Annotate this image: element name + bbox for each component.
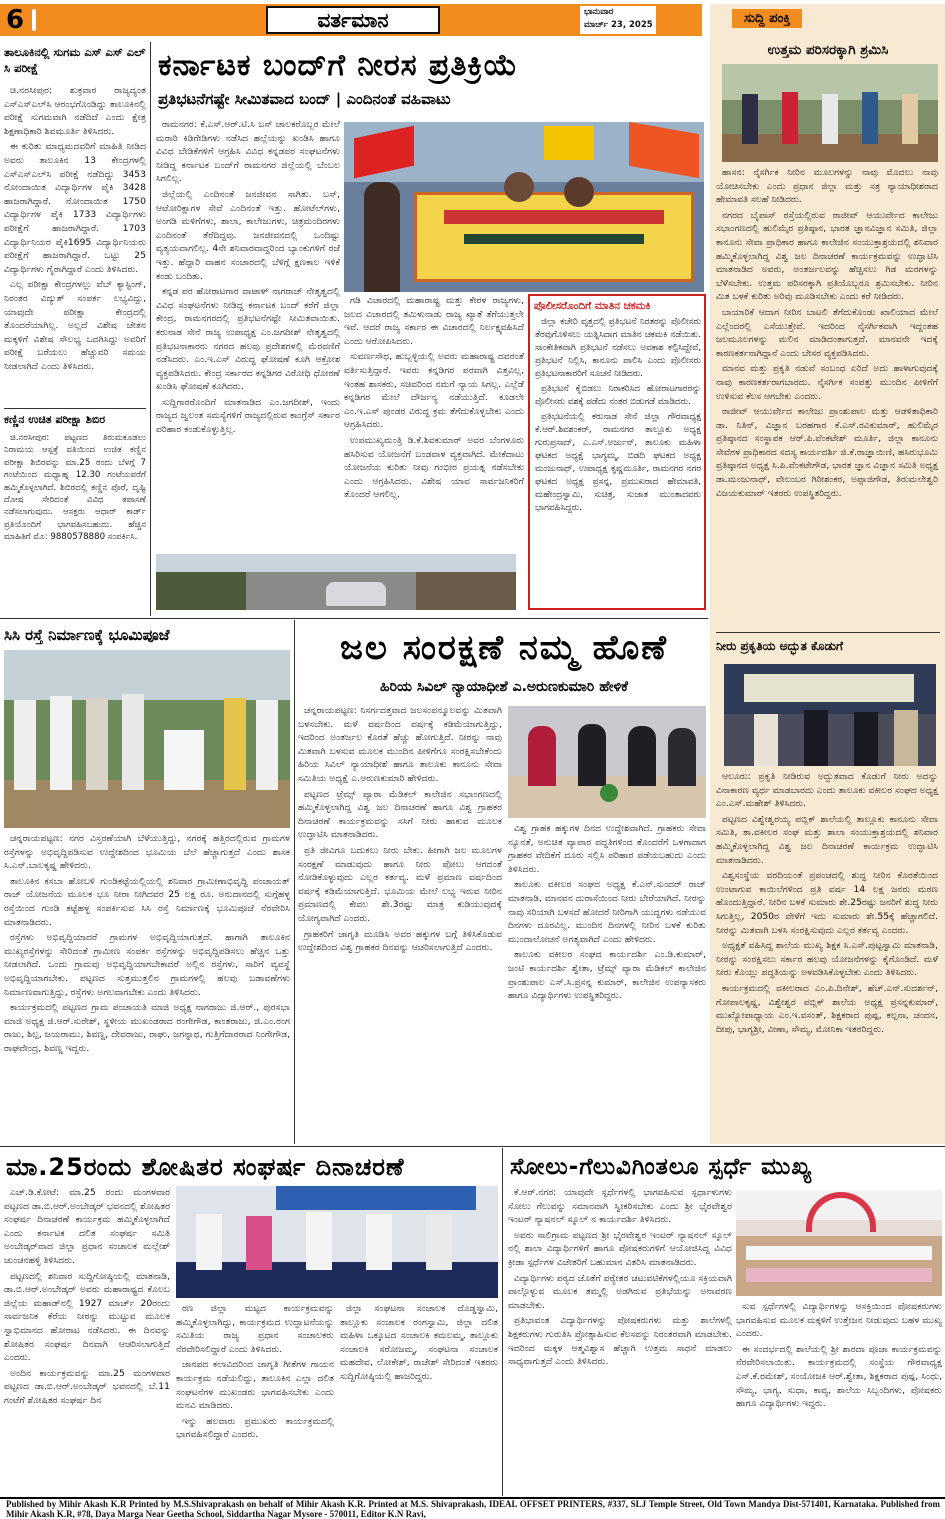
ma25-col1	[4, 1186, 170, 1494]
ma25-col2	[176, 1302, 334, 1494]
column-rule	[294, 620, 295, 1144]
ma25-para: ಜಿಲ್ಲಾ ಸಂಘಟನಾ ಸಂಚಾಲಕ ದೊಡ್ಡಸ್ವಾಮಿ, ತಾಲ್ಲೂಕು ಸಂಚಾಲಕ ರಂಗಸ್ವಾಮಿ, ಜಿಲ್ಲಾ ದಲಿತ ಮಹಿಳಾ ಒಕ್ಕೂಟದ ಸಂಚಾಲಕಿ ಕಮಲಮ್ಮ, ತಾಲ್ಲೂಕು ಸಂಚಾಲಕಿ ಸರೋಜಮ್ಮ, ಸಂಘಟನಾ ಸಂಚಾಲಕ ಮಹದೇವ, ಲೋಕೇಶ್, ರಾಜೇಶ್ ಸೇರಿದಂತೆ ಇತರರು ಸುದ್ದಿಗೋಷ್ಠಿಯಲ್ಲಿ ಹಾಜರಿದ್ದರು.	[340, 1303, 498, 1382]
solu-para: ವಿದ್ಯಾರ್ಥಿಗಳು ಪಠ್ಯದ ಜೊತೆಗೆ ಪಠ್ಯೇತರ ಚಟುವಟಿಕೆಗಳಲ್ಲಿಯೂ ಸಕ್ರಿಯವಾಗಿ ಪಾಲ್ಗೊಳ್ಳುವ ಮೂಲಕ ತಮ್ಮಲ್ಲಿ ಅಡಗಿರುವ ಪ್ರತಿಭೆಯನ್ನು ಅನಾವರಣ ಮಾಡಬೇಕು.	[508, 1272, 732, 1311]
taluk-body	[4, 84, 146, 404]
ma25-para: ರಣ ಜಿಲ್ಲಾ ಮಟ್ಟದ ಕಾರ್ಯಕ್ರಮವನ್ನು ಹಮ್ಮಿಕೊಳ್ಳಲಾಗಿದ್ದು, ಕಾರ್ಯಕ್ರಮದ ಉದ್ಘಾಟನೆಯನ್ನು ಸಮಿತಿಯ ರಾಜ್ಯ ಪ್ರಧಾನ ಸಂಚಾಲಕರು ನೆರವೇರಿಸಲಿದ್ದಾರೆ ಎಂದು ತಿಳಿಸಿದರು.	[176, 1303, 334, 1355]
jala-para: ಪಟ್ಟಣದ ಟ್ರೆಮ್ಸ್ ಪ್ಯಾರಾ ಮೆಡಿಕಲ್ ಕಾಲೇಜಿನ ಸಭಾಂಗಣದಲ್ಲಿ ಹಮ್ಮಿಕೊಳ್ಳಲಾಗಿದ್ದ ವಿಶ್ವ ಜಲ ದಿನಾಚರಣೆ ಹಾಗೂ ವಿಶ್ವ ಗ್ರಾಹಕರ ದಿನಾಚರಣೆ ಕಾರ್ಯಕ್ರಮವನ್ನು ಸಸಿಗೆ ನೀರು ಹಾಕುವ ಮೂಲಕ ಉದ್ಘಾಟಿಸಿ ಮಾತನಾಡಿದರು.	[298, 788, 502, 841]
plant-icon	[600, 784, 618, 802]
police-box-body	[535, 316, 701, 606]
jala-para: ಪ್ರತಿ ಜೀವಿಗೂ ಬದುಕಲು ನೀರು ಬೇಕು. ಹೀಗಾಗಿ ಜಲ ಮೂಲಗಳ ಸಂರಕ್ಷಣೆ ಮಾಡುವುದು ಹಾಗೂ ನೀರು ಪೋಲು ಆಗದಂತೆ ನೋಡಿಕೊಳ್ಳುವುದು ಎಲ್ಲರ ಕರ್ತವ್ಯ. ಮಳೆ ಪ್ರಮಾಣ ವರ್ಷದಿಂದ ವರ್ಷಕ್ಕೆ ಕಡಿಮೆಯಾಗುತ್ತಿದೆ. ಭೂಮಿಯ ಮೇಲೆ ಲಭ್ಯ ಇರುವ ನೀರಿನ ಪ್ರಮಾಣದಲ್ಲಿ ಕೇವಲ ಶೇ.3ರಷ್ಟು ಮಾತ್ರ ಕುಡಿಯುವುದಕ್ಕೆ ಯೋಗ್ಯವಾಗಿದೆ ಎಂದರು.	[298, 844, 502, 924]
ma25-photo	[176, 1186, 498, 1298]
taluk-para: ಈ ಕುರಿತು ಮಾಧ್ಯಮದವರಿಗೆ ಮಾಹಿತಿ ನೀಡಿದ ಅವರು ತಾಲೂಕಿನ 13 ಕೇಂದ್ರಗಳಲ್ಲಿ ಎಸ್‌ಎಸ್‌ಎಲ್‌ಸಿ ಪರೀಕ್ಷೆ ನಡೆದಿದ್ದು 3453 ನೋಂದಾಯಿತ ವಿದ್ಯಾರ್ಥಿಗಳ ಪೈಕಿ 3428 ಹಾಜರಾಗಿದ್ದಾರೆ. ನೋಂದಾಯಿತ 1750 ವಿದ್ಯಾರ್ಥಿಗಳ ಪೈಕಿ 1733 ವಿದ್ಯಾರ್ಥಿಗಳು ಪರೀಕ್ಷೆಗೆ ಹಾಜರಾಗಿದ್ದಾರೆ. 1703 ವಿದ್ಯಾರ್ಥಿನಿಯರ ಪೈಕಿ1695 ವಿದ್ಯಾರ್ಥಿನಿಯರು ಪರೀಕ್ಷೆಗೆ ಹಾಜರಾಗಿದ್ದಾರೆ. ಒಟ್ಟು 25 ವಿದ್ಯಾರ್ಥಿಗಳು ಗೈರಾಗಿದ್ದಾರೆ ಎಂದು ತಿಳಿಸಿದರು.	[4, 141, 146, 275]
ma25-para: ಎಚ್.ಡಿ.ಕೋಟೆ: ಮಾ.25 ರಂದು ಮಂಗಳವಾರ ಪಟ್ಟಣದ ಡಾ.ಬಿ.ಆರ್.ಅಂಬೇಡ್ಕರ್ ಭವನದಲ್ಲಿ ಶೋಷಿತರ ಸಂಘರ್ಷ ದಿನಾಚರಣೆ ಕಾರ್ಯಕ್ರಮ ಹಮ್ಮಿಕೊಳ್ಳಲಾಗಿದೆ ಎಂದು ಕರ್ನಾಟಕ ದಲಿತ ಸಂಘರ್ಷ ಸಮಿತಿ ಅಂಬೇಡ್ಕರ್‌ವಾದ ಜಿಲ್ಲಾ ಪ್ರಧಾನ ಸಂಚಾಲಕ ಮಲ್ಲೇಶ್ ಚುಂಚನಹಳ್ಳಿ ತಿಳಿಸಿದರು.	[4, 1187, 170, 1266]
jala-col1	[298, 704, 502, 1142]
jala-photo	[508, 706, 706, 818]
weekday: ಭಾನುವಾರ	[584, 7, 614, 17]
solu-para: ಈ ಸಂದರ್ಭದಲ್ಲಿ ಶಾಲೆಯಲ್ಲಿ ಶ್ರೀ ಶಾರದಾ ಪೂಜಾ ಕಾರ್ಯಕ್ರಮವನ್ನು ನೆರವೇರಿಸಲಾಯಿತು. ಕಾರ್ಯಕ್ರಮದಲ್ಲಿ ಸಂಸ್ಥೆಯ ಗೌರವಾಧ್ಯಕ್ಷ ಎಸ್.ಕೆ.ರಮೇಶ್, ಸಂಯೋಜಕಿ ಆರ್.ಶ್ವೇತಾ, ಶಿಕ್ಷಕರಾದ ಪುಷ್ಪ, ಸಿಂಧು, ಸೌಮ್ಯ, ಭಾಗ್ಯ, ಸುಧಾ, ಕಾವ್ಯ, ಶಾಲೆಯ ಸಿಬ್ಬಂದಿಗಳು, ಪೋಷಕರು ಹಾಗೂ ವಿದ್ಯಾರ್ಥಿಗಳು ಇದ್ದರು.	[736, 1343, 942, 1410]
masthead-title: ವರ್ತಮಾನ	[317, 8, 389, 32]
date: ಮಾರ್ಚ್ 23, 2025	[584, 20, 653, 30]
neeru-para: ಆಲೂರು: ಪ್ರಕೃತಿ ನೀಡಿರುವ ಅದ್ಭುತವಾದ ಕೊಡುಗೆ ನೀರು ಅದನ್ನು ವಿನಾಕಾರಣ ವ್ಯರ್ಥ ಮಾಡಬಾರದು ಎಂದು ತಾಲೂಕು ವಕೀಲರ ಸಂಘದ ಅಧ್ಯಕ್ಷ ಎಂ.ಎಸ್.ಮಹೇಶ್ ತಿಳಿಸಿದರು.	[716, 771, 938, 810]
divider	[0, 1146, 945, 1147]
cc-road-para: ಕಾರ್ಯಕ್ರಮದಲ್ಲಿ ಪಟ್ಟಣದ ಗ್ರಾಮ ಪಂಚಾಯತಿ ಮಾಜಿ ಅಧ್ಯಕ್ಷ ನಾಗರಾಜು ಜಿ.ಆರ್., ಪುರಸಭಾ ಮಾಜಿ ಅಧ್ಯಕ್ಷ ಜಿ.ಆರ್.ಸುರೇಶ್, ಸ್ಥಳೀಯ ಮುಖಂಡರಾದ ರಂಗೇಗೌಡ, ಕಾಂತರಾಜು, ಜಿ.ಎಂ.ರಂಗ ರಾಜು, ಶಿಲ್ಪ, ಜಯರಾಮು, ಶಿವಣ್ಣ, ದೇವರಾಜು, ರಾಘು, ಜಗನ್ನಾಥ, ಗುತ್ತಿಗೆದಾರರಾದ ನಿಂಗೇಗೌಡ, ರಾಘವೇಂದ್ರ, ಶಿವಣ್ಣ ಇದ್ದರು.	[4, 1002, 290, 1054]
eye-body	[4, 432, 146, 607]
page-number: 6	[6, 5, 25, 35]
eye-headline: ಕಣ್ಣಿನ ಉಚಿತ ಪರೀಕ್ಷಾ ಶಿಬಿರ	[4, 413, 106, 426]
cc-road-para: ತಾಲೂಕಿನ ಕಸಬಾ ಹೋಬಳಿ ಗುಂಡಿಕಟ್ಟೆಯಲ್ಲಿಯಲ್ಲಿ ಶನಿವಾರ ಗ್ರಾಮೀಣಾಭಿವೃದ್ಧಿ ಪಂಚಾಯತ್ ರಾಜ್ ಯೋಜನೆಯ ಮೂಲಕ ಭೂ ನೀರಾ ನೀಗಿದವರ 25 ಲಕ್ಷ ರೂ. ಅನುದಾನದಲ್ಲಿ ಸುಗ್ಗೆಹಳ್ಳ ರಸ್ತೆಯಿಂದ ಗುಂಡಿ ಕಟ್ಟೆಹಳ್ಳ ಸಂಪರ್ಕಿಸುವ ಸಿಸಿ ರಸ್ತೆ ನಿರ್ಮಾಣಕ್ಕೆ ಭೂಮಿಪೂಜೆ ನೆರವೇರಿಸಿ ಮಾತನಾಡಿದರು.	[4, 875, 290, 928]
cc-road-headline: ಸಿಸಿ ರಸ್ತೆ ನಿರ್ಮಾಣಕ್ಕೆ ಭೂಮಿಪೂಜೆ	[4, 626, 170, 644]
solu-headline: ಸೋಲು-ಗೆಲುವಿಗಿಂತಲೂ ಸ್ಪರ್ಧೆ ಮುಖ್ಯ	[510, 1154, 813, 1180]
uttama-para: ನಗರದ ಬೈಪಾಸ್ ರಸ್ತೆಯಲ್ಲಿರುವ ರಾಜೀವ್ ಆಯುರ್ವೇದ ಕಾಲೇಜು ಸಭಾಂಗಣದಲ್ಲಿ ಹುಲಿಮೈರ ಪ್ರತಿಷ್ಠಾನ, ಭಾರತ ಜ್ಞಾನವಿಜ್ಞಾನ ಸಮಿತಿ, ಜಿಲ್ಲಾ ಕಾನೂನು ಸೇವಾ ಪ್ರಾಧಿಕಾರ ಹಾಗೂ ಕಾಲೇಜಿನ ಸಂಯುಕ್ತಾಶ್ರಯದಲ್ಲಿ ಶನಿವಾರ ಹಮ್ಮಿಕೊಳ್ಳಲಾಗಿದ್ದ ವಿಶ್ವ ಜಲ ದಿನಾಚರಣೆ ಕಾರ್ಯಕ್ರಮವನ್ನು ಉದ್ಘಾಟಿಸಿ ಮಾತನಾಡಿದ ಅವರು, ಅಂತರ್ಜಲವನ್ನು ಹೆಚ್ಚಿಸಲು ಗಿಡ ಮರಗಳನ್ನು ಬೆಳೆಸಬೇಕು. ಉತ್ತಮ ಪರಿಸರಕ್ಕಾಗಿ ಪ್ರತಿಯೊಬ್ಬರೂ ಶ್ರಮಿಸಬೇಕು. ನೀರಿನ ಮಿತ ಬಳಕೆ ಕುರಿತು ಅರಿವು ಮೂಡಿಸಬೇಕು ಎಂದು ಕರೆ ನೀಡಿದರು.	[716, 209, 938, 303]
ma25-para: ಇನ್ನು ಹಲವಾರು ಪ್ರಮುಖರು ಕಾರ್ಯಕ್ರಮದಲ್ಲಿ ಭಾಗವಹಿಸಲಿದ್ದಾರೆ ಎಂದರು.	[176, 1415, 334, 1441]
taluk-para: ಎಲ್ಲ ಪರೀಕ್ಷಾ ಕೇಂದ್ರಗಳಲ್ಲು ವೆಬ್ ಕ್ಯಾಸ್ಟಿಂಗ್, ನಿರಂತರ ವಿದ್ಯುತ್ ಸಂಪರ್ಕ ಲಭ್ಯವಿದ್ದು, ಯಾವುದೇ ಪರೀಕ್ಷಾ ಕೇಂದ್ರದಲ್ಲಿ ತೊಂದರೆಯಾಗಿಲ್ಲ. ಅಲ್ಲದೆ ವಿಶೇಷ ಚೇತನ ಮಕ್ಕಳಿಗೆ ವಿಶೇಷ ಸೌಲಭ್ಯ ಒದಗಿಸಿದ್ದು ಅವರಿಗೆ ಪರೀಕ್ಷೆ ಬರೆಯಲು ಹೆಚ್ಚುವರಿ ಸಮಯ ನೀಡಲಾಗಿದೆ ಎಂದು ತಿಳಿಸಿದರು.	[4, 279, 146, 372]
bandh-col2	[344, 294, 524, 550]
police-box	[528, 294, 706, 610]
bandh-para: ಸುದ್ದಿಗಾರರೊಂದಿಗೆ ಮಾತನಾಡಿದ ಎಂ.ಜಗದೀಶ್, ಇಂದು ರಾಜ್ಯದ ಜ್ವಲಂತ ಸಮಸ್ಯೆಗಳಿಗೆ ರಾಜ್ಯದಲ್ಲಿರುವ ಕಾಂಗ್ರೆಸ್ ಸರ್ಕಾರ ಪರಿಹಾರ ಕಂಡುಕೊಳ್ಳುತ್ತಿಲ್ಲ.	[156, 396, 340, 436]
jala-para: ತಾಲೂಕು ವಕೀಲರ ಸಂಘದ ಕಾರ್ಯದರ್ಶಿ ಎಂ.ಡಿ.ಕುಮಾರ್, ಜಂಟಿ ಕಾರ್ಯದರ್ಶಿ ಶ್ವೇತಾ, ಟ್ರೆಮ್ಸ್ ಪ್ಯಾರಾ ಮೆಡಿಕಲ್ ಕಾಲೇಜಿನ ಪ್ರಾಂಶುಪಾಲ ಎಸ್.ಸಿ.ಪ್ರಸನ್ನ ಕುಮಾರ್, ಕಾಲೇಜಿನ ಉಪನ್ಯಾಸಕರು ಹಾಗೂ ವಿದ್ಯಾರ್ಥಿಗಳು ಉಪಸ್ಥಿತರಿದ್ದರು.	[508, 949, 706, 1002]
jala-para: ತಾಲೂಕು ವಕೀಲರ ಸಂಘದ ಅಧ್ಯಕ್ಷ ಕೆ.ಎನ್.ಸುಂದರ್ ರಾಜ್ ಮಾತನಾಡಿ, ಮಾನವನ ದುರಾಸೆಯಿಂದ ನೀರು ಬೇರೆಯಾಗಿದೆ. ನೀರನ್ನು ನಾವು ಸರಿಯಾಗಿ ಬಳಸದೆ ಹೋದರೆ ನೀರಿಗಾಗಿ ಯುದ್ಧಗಳು ನಡೆಯುವ ದಿನಗಳು ದೂರವಿಲ್ಲ. ಮುಂದಿನ ದಿನಗಳಲ್ಲಿ ನೀರಿನ ಬಳಕೆ ಕುರಿತು ಮುಂದಾಲೋಚನೆ ಅಗತ್ಯವಾಗಿದೆ ಎಂದು ಹೇಳಿದರು.	[508, 879, 706, 945]
uttama-headline: ಉತ್ತಮ ಪರಿಸರಕ್ಕಾಗಿ ಶ್ರಮಿಸಿ	[767, 42, 889, 58]
cc-road-para: ಚನ್ನರಾಯಪಟ್ಟಣ: ನಗರ ವಿಸ್ತರಣೆಯಾಗಿ ಬೆಳೆಯುತ್ತಿದ್ದು, ನಗರಕ್ಕೆ ಹತ್ತಿರದಲ್ಲಿರುವ ಗ್ರಾಮಗಳ ರಸ್ತೆಗಳನ್ನು ಅಭಿವೃದ್ದಿಪಡಿಸುವ ಉದ್ದೇಶದಿಂದ ಭೂಮಿಯ ಬೆಲೆ ಹೆಚ್ಚಾಗುತ್ತದೆ ಎಂದು ಶಾಸಕ ಸಿ.ಎನ್.ಬಾಲಕೃಷ್ಣ ಹೇಳಿದರು.	[4, 833, 290, 872]
cc-road-photo	[4, 650, 290, 828]
bandh-headline: ಕರ್ನಾಟಕ ಬಂದ್‌ಗೆ ನೀರಸ ಪ್ರತಿಕ್ರಿಯೆ	[158, 48, 519, 83]
eye-para: ಚಿ.ನರಸೀಪುರ: ಪಟ್ಟಣದ ತಿರುಮಕೂಡಲು ನಿರಾಮಯ ಆಸ್ಪತ್ರೆ ವತಿಯಿಂದ ಉಚಿತ ಕಣ್ಣಿನ ಪರೀಕ್ಷಾ ಶಿಬಿರವನ್ನು ಮಾ.25 ರಂದು ಬೆಳಗ್ಗೆ 7 ಗಂಟೆಯಿಂದ ಮಧ್ಯಾಹ್ನ 12.30 ಗಂಟೆಯವರೆಗೆ ಹಮ್ಮಿಕೊಳ್ಳಲಾಗಿದೆ. ಶಿಬಿರದಲ್ಲಿ ಕಣ್ಣಿನ ಪೊರೆ, ದೃಷ್ಟಿ ದೋಷ ಸೇರಿದಂತೆ ವಿವಿಧ ತಪಾಸಣೆ ನಡೆಸಲಾಗುವುದು. ಆಸಕ್ತರು ಆಧಾರ್ ಕಾರ್ಡ್ ಪ್ರತಿಯೊಂದಿಗೆ ಭಾಗವಹಿಸಬಹುದು. ಹೆಚ್ಚಿನ ಮಾಹಿತಿಗೆ ಮೊ: 9880578880 ಸಂಪರ್ಕಿಸಿ.	[4, 433, 146, 543]
uttama-photo	[722, 64, 938, 162]
column-rule	[502, 1148, 503, 1496]
solu-para: ಪ್ರತಿಭಾವಂತ ವಿದ್ಯಾರ್ಥಿಗಳನ್ನು ಪೋಷಕರುಗಳು ಮತ್ತು ಶಾಲೆಗಳಲ್ಲಿ ಶಿಕ್ಷಕರುಗಳು ಗುರುತಿಸಿ ಪ್ರೋತ್ಸಾಹಿಸುವ ಕೆಲಸವನ್ನು ನಿರಂತರವಾಗಿ ಮಾಡಬೇಕು. ಇದರಿಂದ ಮಕ್ಕಳ ಆತ್ಮವಿಶ್ವಾಸ ಹೆಚ್ಚಾಗಿ ಉತ್ತಮ ಸಾಧನೆ ಮಾಡಲು ಸಾಧ್ಯವಾಗುತ್ತದೆ ಎಂದು ತಿಳಿಸಿದರು.	[508, 1315, 732, 1368]
cc-road-body	[4, 832, 290, 1142]
neeru-para: ವಿಶ್ವಸಂಸ್ಥೆಯ ವರದಿಯಂತೆ ಪ್ರಪಂಚದಲ್ಲಿ ಶುದ್ಧ ನೀರಿನ ಕೊರತೆಯಿಂದ ಉಂಟಾಗುವ ಕಾಯಿಲೆಗಳಿಂದ ಪ್ರತಿ ವರ್ಷ 14 ಲಕ್ಷ ಜನರು ಮರಣ ಹೊಂದುತ್ತಿದ್ದಾರೆ. ನೀರಿನ ಬಳಕೆ ಸುಮಾರು ಶೇ.25ರಷ್ಟು ಜನರಿಗೆ ಶುದ್ಧ ನೀರು ಸಿಗುತ್ತಿಲ್ಲ, 2050ರ ವೇಳೆಗೆ ಇದು ಸುಮಾರು ಶೇ.55ಕ್ಕೆ ಹೆಚ್ಚಾಗಲಿದೆ. ನೀರನ್ನು ಮಿತವಾಗಿ ಬಳಸಿ ಸಂರಕ್ಷಿಸುವುದು ಎಲ್ಲರ ಕರ್ತವ್ಯ ಎಂದರು.	[716, 870, 938, 936]
footer-imprint: Published by Mihir Akash K.R Printed by M.S.Shivaprakash on behalf of Mihir Akash K.R. Printed at M.S. Shivaprakash, IDEAL OFFSET PRINTERS, #337, SLJ Temple Street, Old Town Mandya Dist-571401, Karnataka. Published from Mihir Akash K.R, #78, Daya Marga Near Geetha School, Siddartha Nagar Mysore - 570011, Editor K.N Ravi,	[6, 1499, 940, 1519]
section-label: ಸುದ್ದಿ ಪಂಕ್ತಿ	[732, 9, 802, 28]
column-rule	[150, 42, 151, 616]
ma25-col3	[340, 1302, 498, 1494]
page-number-mark	[32, 9, 36, 31]
jala-para: ವಿಶ್ವ ಗ್ರಾಹಕ ಹಕ್ಕುಗಳ ದಿನದ ಉದ್ದೇಶವಾಗಿದೆ. ಗ್ರಾಹಕರು ಸೇವಾ ನ್ಯೂನತೆ, ಅನುಚಿತ ವ್ಯಾಪಾರ ಪದ್ಧತಿಗಳಿಂದ ತೊಂದರೆಗೆ ಒಳಗಾದಾಗ ಗ್ರಾಹಕರ ವೇದಿಕೆಗೆ ದೂರು ಸಲ್ಲಿಸಿ ಪರಿಹಾರ ಪಡೆಯಬಹುದು ಎಂದು ತಿಳಿಸಿದರು.	[508, 823, 706, 875]
ma25-para: ಜಾನಪದ ಕಲಾವಿದರಿಂದ ಜಾಗೃತಿ ಗೀತೆಗಳ ಗಾಯನ ಕಾರ್ಯಕ್ರಮ ನಡೆಯಲಿದ್ದು, ತಾಲೂಕಿನ ಎಲ್ಲಾ ದಲಿತ ಸಂಘಟನೆಗಳ ಮುಖಂಡರು ಭಾಗವಹಿಸಬೇಕು ಎಂದು ಮನವಿ ಮಾಡಿದರು.	[176, 1359, 334, 1412]
uttama-para: ಮಾನವ ಮತ್ತು ಪ್ರಕೃತಿ ನಡುವೆ ಸಂಬಂಧ ಏರಿದೆ ಅದು ಹಾಳಾಗುವುದಕ್ಕೆ ನಾವು ಕಾರಣಕರ್ತರಾಗಬಾರದು. ನೈಸರ್ಗಿಕ ಸಂಪತ್ತು ಮುಂದಿನ ಪೀಳಿಗೆಗೆ ಉಳಿಸುವ ಕೆಲಸ ಆಗಬೇಕು ಎಂದರು.	[716, 363, 938, 402]
car-icon	[326, 582, 386, 606]
neeru-para: ಕಾರ್ಯಕ್ರಮದಲ್ಲಿ ವಕೀಲರಾದ ಎಂ.ಪಿ.ದಿನೇಶ್, ಹೆಚ್.ಎನ್.ಸುದರ್ಶನ್, ಗೋಪಾಲಕೃಷ್ಣ, ವಿಶ್ವೇಶ್ವರ ಪಬ್ಲಿಕ್ ಶಾಲೆಯ ಅಧ್ಯಕ್ಷ ಪ್ರಸನ್ನಕುಮಾರ್, ಮುಖ್ಯೋಪಾಧ್ಯಾಯ ಎಂ.ಇ.ವಸಂತ್, ಶಿಕ್ಷಕರಾದ ಪುಷ್ಪ, ಕಲ್ಪನಾ, ಚಂದನ, ದೀಪು, ಭಾಗ್ಯಶ್ರೀ, ವೀಣಾ, ಸೌಮ್ಯ, ಮೋನಿಕಾ ಇತರರಿದ್ದರು.	[716, 982, 938, 1035]
taluk-para: ಚಿ.ನರಸೀಪುರ: ಶುಕ್ರವಾರ ರಾಜ್ಯದ್ಯಂತ ಎಸ್‌ಎಸ್‌ಎಲ್‌ಸಿ ಆರಂಭಗೊಂಡಿದ್ದು ತಾಲೂಕಿನಲ್ಲಿ ಪರೀಕ್ಷೆ ಸುಗಮವಾಗಿ ನಡೆದಿದೆ ಎಂದು ಕ್ಷೇತ್ರ ಶಿಕ್ಷಣಾಧಿಕಾರಿ ಶಿವಮೂರ್ತಿ ತಿಳಿಸಿದರು.	[4, 85, 146, 137]
bandh-para: ರಾಮನಗರ: ಕೆ.ಎಸ್.ಆರ್.ಟಿ.ಸಿ ಬಸ್ ಚಾಲಕರೊಬ್ಬರ ಮೇಲೆ ಮರಾಠಿ ಕಿಡಿಗೇಡಿಗಳು ನಡೆಸಿದ ಹಲ್ಲೆಯನ್ನು ಖಂಡಿಸಿ ಹಾಗೂ ವಿವಿಧ ಬೇಡಿಕೆಗಳಿಗೆ ಆಗ್ರಹಿಸಿ ವಿವಿಧ ಕನ್ನಡಪರ ಸಂಘಟನೆಗಳು ನೀಡಿದ್ದ ಕರ್ನಾಟಕ ಬಂದ್‌ಗೆ ರಾಮನಗರ ಜಿಲ್ಲೆಯಲ್ಲಿ ಬೆಂಬಲ ಸಿಗಲಿಲ್ಲ.	[156, 119, 340, 185]
jala-col2	[508, 822, 706, 1142]
solu-col1	[508, 1186, 732, 1494]
solu-para: ಅವರು ಸಾಲಿಗ್ರಾಮ ಪಟ್ಟಣದ ಶ್ರೀ ಭೈರವೇಶ್ವರ ಇಂಟರ್ ನ್ಯಾಷನಲ್ ಸ್ಕೂಲ್ ನಲ್ಲಿ ಶಾಲಾ ವಿದ್ಯಾರ್ಥಿಗಳಿಗೆ ಹಾಗೂ ಪೋಷಕರುಗಳಿಗೆ ಆಯೋಜಿಸಿದ್ದ ವಿವಿಧ ಕ್ರೀಡಾ ಸ್ಪರ್ಧೆಗಳ ವಿಜೇತರಿಗೆ ಬಹುಮಾನ ವಿತರಿಸಿ ಮಾತನಾಡಿದರು.	[508, 1229, 732, 1268]
street-photo	[156, 554, 516, 610]
bandh-col1	[156, 118, 340, 558]
jala-headline: ಜಲ ಸಂರಕ್ಷಣೆ ನಮ್ಮ ಹೊಣೆ	[340, 628, 668, 668]
neeru-photo	[724, 664, 936, 766]
neeru-headline: ನೀರು ಪ್ರಕೃತಿಯ ಅದ್ಭುತ ಕೊಡುಗೆ	[716, 639, 844, 653]
neeru-body	[716, 770, 938, 1138]
police-para: ಜಿಲ್ಲಾ ಕಚೇರಿ ವೃತ್ತದಲ್ಲಿ ಪ್ರತಿಭಟನೆ ನಿರತರನ್ನು ಪೊಲೀಸರು ತೆರವುಗೊಳಿಸಲು ಯತ್ನಿಸಿದಾಗ ಮಾತಿನ ಚಕಮಕಿ ನಡೆಯಿತು. ಸಾಂಕೇತಿಕವಾಗಿ ಪ್ರತಿಭಟನೆ ನಡೆಸಲು ಅವಕಾಶ ಕಲ್ಪಿಸಿದ್ದೇವೆ, ಪ್ರತಿಭಟನೆ ನಿಲ್ಲಿಸಿ, ಕಾನೂನು ಪಾಲಿಸಿ ಎಂದು ಪೊಲೀಸರು ಪ್ರತಿಭಟನಾಕಾರರಿಗೆ ಸೂಚನೆ ನೀಡಿದರು.	[535, 317, 701, 379]
ma25-para: ಅಂದಿನ ಕಾರ್ಯಕ್ರಮವನ್ನು ಮಾ.25 ಮಂಗಳವಾರ ಪಟ್ಟಣದ ಡಾ.ಬಿ.ಆರ್.ಅಂಬೇಡ್ಕರ್ ಭವನದಲ್ಲಿ ಬೆ.11 ಗಂಟೆಗೆ ಶೋಷಿತರ ಸಂಘರ್ಷ ದಿನ	[4, 1367, 170, 1406]
ma25-headline: ಮಾ.25ರಂದು ಶೋಷಿತರ ಸಂಘರ್ಷ ದಿನಾಚರಣೆ	[6, 1153, 405, 1181]
divider	[4, 408, 146, 409]
jala-subheadline: ಹಿರಿಯ ಸಿವಿಲ್ ನ್ಯಾಯಾಧೀಶೆ ಎ.ಅರುಣಕುಮಾರಿ ಹೇಳಿಕೆ	[380, 679, 628, 695]
cc-road-para: ರಸ್ತೆಗಳು ಅಭಿವೃದ್ದಿಯಾದರೆ ಗ್ರಾಮಗಳ ಅಭಿವೃದ್ದಿಯಾಗುತ್ತದೆ. ಹಾಗಾಗಿ ತಾಲೂಕಿನ ಮುಖ್ಯರಸ್ತೆಗಳನ್ನು ಸೇರಿದಂತೆ ಗ್ರಾಮೀಣ ಸಂಪರ್ಕ ರಸ್ತೆಗಳನ್ನು ಅಭಿವೃದ್ದಿಪಡಿಸಲು ಹೆಚ್ಚಿನ ಒತ್ತು ನೀಡಲಾಗಿದೆ. ಒಂದು ಗ್ರಾಮವು ಅಭಿವೃದ್ದಿಯಾಗಬೇಕಾದರೆ ಅಲ್ಲಿನ ರಸ್ತೆಗಳು, ಸಾರಿಗೆ ವ್ಯವಸ್ಥೆ ಅಭಿವೃದ್ದಿಯಾಗಬೇಕು. ಪಟ್ಟಣದ ಸುತ್ತಮುತ್ತಲಿನ ಗ್ರಾಮಗಳಲ್ಲಿ ಹಲವು ಬಡಾವಣೆಗಳು ನಿರ್ಮಾಣವಾಗುತ್ತಿದ್ದು, ರಸ್ತೆಗಳು ಅಗಲವಾಗಬೇಕು ಎಂದು ತಿಳಿಸಿದರು.	[4, 932, 290, 998]
neeru-para: ಅಧ್ಯಕ್ಷತೆ ವಹಿಸಿದ್ದ ಶಾಲೆಯ ಮುಖ್ಯ ಶಿಕ್ಷಕ ಸಿ.ಎಸ್.ಪುಟ್ಟಸ್ವಾಮಿ ಮಾತನಾಡಿ, ನೀರನ್ನು ಸಂರಕ್ಷಿಸಲು ಸರ್ಕಾರ ಹಲವು ಯೋಜನೆಗಳನ್ನು ಕೈಗೊಂಡಿದೆ. ಮಳೆ ನೀರು ಕೊಯ್ಲು ಪದ್ಧತಿಯನ್ನು ಅಳವಡಿಸಿಕೊಳ್ಳಬೇಕು ಎಂದು ತಿಳಿಸಿದರು.	[716, 940, 938, 979]
police-para: ಪ್ರತಿಭಟನೆಯಲ್ಲಿ ಕರುನಾಡ ಸೇನೆ ಜಿಲ್ಲಾ ಗೌರವಾಧ್ಯಕ್ಷ ಕೆ.ಆರ್.ಶಿವಶಂಕರ್, ರಾಮನಗರ ತಾಲ್ಲೂಕು ಅಧ್ಯಕ್ಷ ಗುರುಪ್ರಸಾದ್, ಎ.ಎಸ್.ಅರ್ಜುನ್, ತಾಲೂಕು ಮಹಿಳಾ ಘಟಕದ ಅಧ್ಯಕ್ಷೆ ಭಾಗ್ಯಮ್ಮ, ಬಿಡದಿ ಘಟಕದ ಅಧ್ಯಕ್ಷ ಮಂಜುನಾಥ್, ಉಪಾಧ್ಯಕ್ಷ ಕೃಷ್ಣಮೂರ್ತಿ, ರಾಮನಗರ ನಗರ ಘಟಕದ ಅಧ್ಯಕ್ಷ ಪ್ರಸನ್ನ, ಪ್ರಮುಖರಾದ ಹೇಮಾವತಿ, ಮಹೇಂದ್ರಸ್ವಾಮಿ, ಸುಚಿತ್ರ, ಸುಜಾತ ಮುಂತಾದವರು ಭಾಗವಹಿಸಿದ್ದರು.	[535, 412, 701, 513]
neeru-para: ಪಟ್ಟಣದ ವಿಶ್ವೇಶ್ವರಯ್ಯ ಪಬ್ಲಿಕ್ ಶಾಲೆಯಲ್ಲಿ ತಾಲ್ಲೂಕು ಕಾನೂನು ಸೇವಾ ಸಮಿತಿ, ತಾ.ವಕೀಲರ ಸಂಘ ಮತ್ತು ಶಾಲಾ ಸಂಯುಕ್ತಾಶ್ರಯದಲ್ಲಿ ಶನಿವಾರ ಹಮ್ಮಿಕೊಳ್ಳಲಾಗಿದ್ದ ವಿಶ್ವ ಜಲ ದಿನಾಚರಣೆ ಕಾರ್ಯಕ್ರಮ ಉದ್ಘಾಟಿಸಿ ಮಾತನಾಡಿದರು.	[716, 813, 938, 866]
solu-para: ಸುವ ಸ್ಪರ್ಧೆಗಳಲ್ಲಿ ವಿದ್ಯಾರ್ಥಿಗಳನ್ನು ಆಸಕ್ತಿಯಿಂದ ಪೋಷಕರುಗಳು ಭಾಗವಹಿಸುವ ಮೂಲಕ ಮಕ್ಕಳಿಗೆ ಉತ್ತೇಜನ ನೀಡುವುದು ಬಹಳ ಮುಖ್ಯ ಎಂದರು.	[736, 1301, 942, 1340]
police-box-headline: ಪೊಲೀಸರೊಂದಿಗೆ ಮಾತಿನ ಚಕಮಕಿ	[534, 300, 651, 312]
bandh-subheadline: ಪ್ರತಿಭಟನೆಗಷ್ಟೇ ಸೀಮಿತವಾದ ಬಂದ್ | ಎಂದಿನಂತೆ ವಹಿವಾಟು	[158, 90, 451, 108]
solu-para: ಕೆ.ಆರ್.ನಗರ: ಯಾವುದೇ ಸ್ಪರ್ಧೆಗಳಲ್ಲಿ ಭಾಗವಹಿಸುವ ಸ್ಪರ್ಧಾಳುಗಳು ಸೋಲು ಗೆಲುವನ್ನು ಸಮಾನವಾಗಿ ಸ್ವೀಕರಿಸಬೇಕು ಎಂದು ಶ್ರೀ ಭೈರವೇಶ್ವರ ಇಂಟರ್ ನ್ಯಾಷನಲ್ ಸ್ಕೂಲ್ ನ ಕಾರ್ಯದರ್ಶಿ ತಿಳಿಸಿದರು.	[508, 1187, 732, 1226]
taluk-headline: ತಾಲೂಕಿನಲ್ಲಿ ಸುಗಮ ಎಸ್ ಎಸ್ ಎಲ್ ಸಿ ಪರೀಕ್ಷೆ	[4, 45, 146, 75]
solu-col2	[736, 1300, 942, 1494]
ma25-para: ಪಟ್ಟಣದಲ್ಲಿ ಶನಿವಾರ ಸುದ್ದಿಗೋಷ್ಠಿಯಲ್ಲಿ ಮಾತನಾಡಿ, ಡಾ.ಬಿ.ಆರ್.ಅಂಬೇಡ್ಕರ್ ಅವರು ಮಹಾರಾಷ್ಟ್ರದ ಕೊಲಬ ಜಿಲ್ಲೆಯ ಮಹಾಡ್‌ನಲ್ಲಿ 1927 ಮಾರ್ಚ್ 20ರಂದು ಸಾರ್ವಜನಿಕ ಕೆರೆಯ ನೀರನ್ನು ಮುಟ್ಟುವ ಮೂಲಕ ಸ್ವಾಭಿಮಾನದ ಹೋರಾಟ ನಡೆಸಿದರು. ಈ ದಿನವನ್ನು ಶೋಷಿತರ ಸಂಘರ್ಷ ದಿನವಾಗಿ ಆಚರಿಸಲಾಗುತ್ತಿದೆ ಎಂದರು.	[4, 1270, 170, 1364]
police-para: ಪ್ರತಿಭಟನೆ ಕೈಬಿಡಲು ನಿರಾಕರಿಸಿದ ಹೋರಾಟಗಾರರನ್ನು ಪೊಲೀಸರು ವಶಕ್ಕೆ ಪಡೆದು ನಂತರ ಬಿಡುಗಡೆ ಮಾಡಿದರು.	[535, 384, 701, 407]
yellow-flag-icon	[544, 126, 594, 160]
uttama-body	[716, 166, 938, 626]
uttama-para: ಹಾಸನ: ನೈಸರ್ಗಿಕ ನೀರಿನ ಮೂಲಗಳನ್ನು ನಾವು ಮೊದಲು ನಾವು ಯೋಚಿಸಬೇಕು ಎಂದು ಪ್ರಧಾನ ಜಿಲ್ಲಾ ಮತ್ತು ಸತ್ರ ನ್ಯಾಯಾಧೀಶರಾದ ಹೇಮಾವತಿ ಸಲಹೆ ನೀಡಿದರು.	[716, 167, 938, 206]
divider	[0, 618, 708, 619]
bandh-para: ಗಡಿ ವಿಚಾರದಲ್ಲಿ ಮಹಾರಾಷ್ಟ್ರ ಮತ್ತು ಕೇರಳ ರಾಜ್ಯಗಳು, ಜಲದ ವಿಚಾರದಲ್ಲಿ ತಮಿಳುನಾಡು ರಾಜ್ಯ ಖ್ಯಾತೆ ತೆಗೆಯುತ್ತಲೇ ಇವೆ. ಆದರೆ ರಾಜ್ಯ ಸರ್ಕಾರ ಈ ವಿಚಾರದಲ್ಲಿ ನಿರ್ಲಕ್ಷ್ಯವಹಿಸಿದೆ ಎಂದು ಆರೋಪಿಸಿದರು.	[344, 295, 524, 347]
jala-para: ಗ್ರಾಹಕರಿಗೆ ಜಾಗೃತಿ ಮೂಡಿಸಿ ಅವರ ಹಕ್ಕುಗಳ ಬಗ್ಗೆ ತಿಳಿಸಿಕೊಡುವ ಉದ್ದೇಶದಿಂದ ವಿಶ್ವ ಗ್ರಾಹಕರ ದಿನವನ್ನು ಆಚರಿಸಲಾಗುತ್ತಿದೆ ಎಂದರು.	[298, 928, 502, 954]
uttama-para: ರಾಜೀವ್ ಆಯುರ್ವೇದ ಕಾಲೇಜು ಪ್ರಾಂಶುಪಾಲ ಮತ್ತು ಆಡಳಿತಾಧಿಕಾರಿ ಡಾ. ನಿತಿನ್, ವಿಜ್ಞಾನ ಬರಹಗಾರ ಕೆ.ಎಸ್.ರವಿಕುಮಾರ್, ಹುಲಿಮೈರ ಪ್ರತಿಷ್ಠಾನದ ಸಂಸ್ಥಾಪಕ ಆರ್.ಪಿ.ವೆಂಕಟೇಶ್ ಮೂರ್ತಿ, ಜಿಲ್ಲಾ ಕಾನೂನು ಸೇವೆಗಳ ಪ್ರಾಧಿಕಾರದ ಸದಸ್ಯ ಕಾರ್ಯದರ್ಶಿ ಜಿ.ಕೆ.ರಾಜ್ಞಾಯಿಣಿ, ಹಸಿರುಭೂಮಿ ಪ್ರತಿಷ್ಠಾನದ ಅಧ್ಯಕ್ಷ ಸಿ.ಪಿ.ವೆಂಕಟೇಗೌಡ, ಭಾರತ ಜ್ಞಾನ ವಿಜ್ಞಾನ ಸಮಿತಿ ಅಧ್ಯಕ್ಷ ಡಾ.ಮಂಜುನಾಥ್, ವೇಲಂಬರ ಗಿರೀಶಂಕರ, ಅಪ್ಪಾಜಿಗೌಡ, ತಿರುಮಲೇಶ್ವರಿ ವಿಜಯಕುಮಾರ್ ಇತರರು ಉಪಸ್ಥಿತರಿದ್ದರು.	[716, 406, 938, 499]
bandh-para: ಸುವರ್ಣಸೌಧ, ಹುಬ್ಬಳ್ಳಿಯಲ್ಲಿ ಅವರು ಮಹಾರಾಷ್ಟ್ರ ದವರಂತೆ ವರ್ತಿಸುತ್ತಿದ್ದಾರೆ. ಇವರು ಕನ್ನಡಿಗರ ಪರವಾಗಿ ವಿತ್ತವಿಲ್ಲ, ಇಂತಹ ಶಾಸಕರು, ಸಚಿವರಿಂದ ನಮಗೆ ನ್ಯಾಯ ಸಿಗಲ್ಲ. ಎಲ್ಲೆಡೆ ಕನ್ನಡಿಗರ ಮೇಲೆ ದೌರ್ಜನ್ಯ ನಡೆಯುತ್ತಿದೆ. ಕೂಡಲೇ ಎಂ.ಇ.ಎಸ್ ಪುಂಡರ ವಿರುದ್ಧ ಕ್ರಮ ತೆಗೆದುಕೊಳ್ಳಬೇಕು ಎಂದು ಆಗ್ರಹಿಸಿದರು.	[344, 351, 524, 431]
protest-photo	[344, 122, 704, 292]
bandh-para: ಉಪಮುಖ್ಯಮಂತ್ರಿ ಡಿ.ಕೆ.ಶಿವಕುಮಾರ್ ಅವರ ಬೆಂಗಳೂರು ಹಸಿರಿಸುವ ಯೋಜನೆಗೆ ಬಂಡವಾಳ ವ್ಯಕ್ತವಾಗಿದೆ. ಮೇಕೆದಾಟು ಯೋಜನೆಯ ಕುರಿತು ನೀವು ಗಂಭೀರ ಪ್ರಯತ್ನ ನಡೆಸಬೇಕು ಎಂದು ಆಗ್ರಹಿಸಿದರು. ವಿಶೇಷ ಯಾವ ಸಾರ್ವಜನಿಕರಿಗೆ ತೊಂದರೆ ಆಗಲಿಲ್ಲ.	[344, 434, 524, 501]
solu-photo	[736, 1190, 942, 1296]
divider	[716, 632, 940, 633]
bandh-para: ಜಿಲ್ಲೆಯಲ್ಲಿ ಎಂದಿನಂತೆ ಜನಜೀವನ ಸಾಗಿತು. ಬಸ್, ಆಟೋರಿಕ್ಷಾಗಳ ಸೇವೆ ಎಂದಿನಂತೆ ಇತ್ತು. ಹೋಟೆಲ್‌ಗಳು, ಅಂಗಡಿ ಮಳಿಗೆಗಳು, ಶಾಲಾ, ಕಾಲೇಜುಗಳು, ಚಿತ್ರಮಂದಿರಗಳು ಎಂದಿನಂತೆ ತೆರೆದಿದ್ದವು. ಜನಜೀವನದಲ್ಲಿ ಒಂದಿಷ್ಟು ವ್ಯತ್ಯಯವಾಗಲಿಲ್ಲ. 4ನೇ ಶನಿವಾರವಾದ್ದರಿಂದ ಬ್ಯಾಂಕುಗಳಿಗೆ ರಜೆ ಇತ್ತು. ಹೆದ್ದಾರಿ ವಾಹನ ಸಂಚಾರದಲ್ಲಿ ಬೆಳಿಗ್ಗೆ ಕ್ಷಣಕಾಲ ಇಳಿಕೆ ಕಂಡು ಬಂದಿತು.	[156, 188, 340, 282]
uttama-para: ಬಾಯಾರಿಕೆ ಆದಾಗ ನೀರಿನ ಬಾಟಲಿ ತೆಗೆದುಕೊಂಡು ಖಾಲಿಯಾದ ಮೇಲೆ ಎಲ್ಲೆಂದರಲ್ಲಿ ಎಸೆಯುತ್ತೇವೆ. ಇದರಿಂದ ನೈಸರ್ಗಿಕವಾಗಿ ಇದ್ದಂತಹ ಜಲಮೂಲಗಳನ್ನು ಮಲಿನ ಮಾಡಿದಂತಾಗುತ್ತದೆ. ಮಾನವನೇ ಇದಕ್ಕೆ ಕಾರಣಕರ್ತನಾಗಿದ್ದಾನೆ ಎಂದು ಬೇಸರ ವ್ಯಕ್ತಪಡಿಸಿದರು.	[716, 306, 938, 359]
jala-para: ಚನ್ನರಾಯಪಟ್ಟಣ: ನಿಸರ್ಗದತ್ತವಾದ ಜಲಸಂಪನ್ಮೂಲವನ್ನು ಮಿತವಾಗಿ ಬಳಸಬೇಕು. ಮಳೆ ವರ್ಷದಿಂದ ವರ್ಷಕ್ಕೆ ಕಡಿಮೆಯಾಗುತ್ತಿದ್ದು, ಇದರಿಂದ ಅಂತರ್ಜಲ ಕೊರತೆ ಹೆಚ್ಚು ಹೋಗುತ್ತಿದೆ. ನೀರನ್ನು ನಾವು ಮಿತವಾಗಿ ಬಳಸುವ ಮೂಲಕ ಮುಂದಿನ ಪೀಳಿಗೆಗೂ ಸಂರಕ್ಷಿಸಬೇಕೆಂದು ಹಿರಿಯ ಸಿವಿಲ್ ನ್ಯಾಯಾಧೀಶೆ ಹಾಗೂ ತಾಲೂಕು ಕಾನೂನು ಸೇವಾ ಸಮಿತಿಯ ಅಧ್ಯಕ್ಷೆ ಎ.ಅರುಣಕುಮಾರಿ ಹೇಳಿದರು.	[298, 705, 502, 784]
bandh-para: ಕನ್ನಡ ಪರ ಹೋರಾಟಗಾರ ವಾಟಾಳ್ ನಾಗರಾಜ್ ನೇತೃತ್ವದಲ್ಲಿ ವಿವಿಧ ಸಂಘಟನೆಗಳು ನೀಡಿದ್ದ ಕರ್ನಾಟಕ ಬಂದ್ ಕರೆಗೆ ಜಿಲ್ಲಾ ಕೇಂದ್ರ, ರಾಮನಗರದಲ್ಲಿ ಪ್ರತಿಭಟನೆಗಷ್ಟೇ ಸೀಮಿತವಾಯಿತು. ಕರುನಾಡ ಸೇನೆ ರಾಜ್ಯ ಉಪಾಧ್ಯಕ್ಷ ಎಂ.ಜಗದೀಶ್ ನೇತೃತ್ವದಲ್ಲಿ ಪ್ರತಿಭಟನಾಕಾರರು ನಗರದ ಹಲವು ಪ್ರದೇಶಗಳಲ್ಲಿ ಮೆರವಣಿಗೆ ನಡೆಸಿದರು. ಎಂ.ಇ.ಎಸ್ ವಿರುದ್ಧ ಘೋಷಣೆ ಕೂಗಿ ಆಕ್ರೋಶ ವ್ಯಕ್ತಪಡಿಸಿದರು. ಕೇಂದ್ರ ಸರ್ಕಾರದ ಕನ್ನಡಿಗರ ವಿರೋಧಿ ಧೋರಣೆ ಖಂಡಿಸಿ ಘೋಷಣೆ ಕೂಗಿದರು.	[156, 286, 340, 393]
